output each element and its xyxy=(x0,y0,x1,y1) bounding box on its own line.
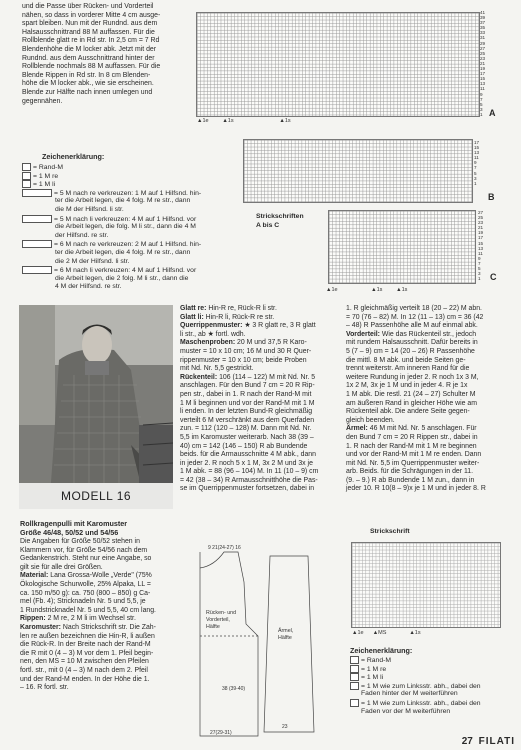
line-body: len re außen bezeichnen die Hin-R, li außen xyxy=(20,632,155,640)
line-body: mit Nd. Nr. 5,5 im Querrippenmuster weiter- xyxy=(346,459,480,467)
text-line xyxy=(20,615,180,624)
line-body: muster = 10 x 10 cm; 16 M und 30 R Quer- xyxy=(180,347,312,355)
legend-bottom-title: Zeichenerklärung: xyxy=(350,646,413,655)
legend-entry xyxy=(22,197,273,205)
text-line xyxy=(346,357,506,366)
chart-a-label: A xyxy=(489,108,496,118)
line-body: 1x 2 M, 3x je 1 M und in jeder 4. R je 1x xyxy=(346,382,468,390)
legend-text: Faden vor der M weiterführen xyxy=(361,707,451,715)
column-right-text xyxy=(346,305,506,494)
legend-entry xyxy=(22,232,273,240)
line-body: und vor der Rand-M mit 1 M re enden. Dann xyxy=(346,451,482,459)
a-bis-c-label: A bis C xyxy=(256,222,280,229)
line-body: 1 Rundstricknadel Nr. 5 und 5,5, 40 cm lang. xyxy=(20,606,156,614)
section-lead: Glatt li: xyxy=(180,313,206,321)
line-body: mit Nd. Nr. 5,5 gestrickt. xyxy=(180,365,254,373)
legend-symbol-icon xyxy=(22,266,52,274)
line-body: mit rundem Halsausschnitt. Dafür bereits in xyxy=(346,339,478,347)
schematic-dim-top: 9 21(24-27) 16 xyxy=(208,545,241,551)
text-line xyxy=(20,684,180,693)
line-body: Gedankenstrich. Steht nur eine Angabe, so xyxy=(20,555,152,563)
text-line xyxy=(180,451,340,460)
legend-text: 4 M der Hilfsnd. re str. xyxy=(55,283,122,291)
text-line xyxy=(180,305,340,314)
text-line xyxy=(180,339,340,348)
intro-line: und die Passe über Rücken- und Vorderteil xyxy=(22,3,154,10)
schematic-dim-side: 38 (39-40) xyxy=(222,686,246,692)
legend-entry xyxy=(22,283,273,291)
legend-text: der Hilfsnd. re str. xyxy=(55,231,109,239)
legend-entry xyxy=(350,708,521,716)
line-body: und der Rand-M enden. In der Höhe die 1. xyxy=(20,675,150,683)
line-body: mel (Fb. 4); Stricknadeln Nr. 5 und 5,5, je xyxy=(20,598,146,606)
text-line xyxy=(180,391,340,400)
text-line xyxy=(180,348,340,357)
line-body: 5,5 im Karomuster weiterarb. Nach 38 (39 – xyxy=(180,433,314,441)
line-body: 20 M und 37,5 R Karo- xyxy=(237,339,307,347)
page-footer xyxy=(462,736,515,747)
section-lead: Vorderteil: xyxy=(346,330,382,338)
model-illustration xyxy=(19,305,173,509)
text-line xyxy=(346,443,506,452)
legend-text: = 6 M nach li verkreuzen: 4 M auf 1 Hilfsnd. vor xyxy=(54,266,197,274)
legend-entry xyxy=(22,206,273,214)
sleeve-label-2: Hälfte xyxy=(278,635,292,641)
legend-text: = 5 M nach re verkreuzen: 1 M auf 1 Hilfsnd. hin- xyxy=(54,189,202,197)
text-line xyxy=(346,477,506,486)
brand-logo: FILATI xyxy=(478,736,515,747)
text-line xyxy=(20,547,180,556)
model-heading: Rollkragenpulli mit Karomuster xyxy=(20,519,128,528)
legend-text: die 2 M der Hilfsnd. li str. xyxy=(55,257,130,265)
legend-text: ter die Arbeit legen, die 4 folg. M re str., dann xyxy=(55,197,191,205)
text-line xyxy=(346,391,506,400)
line-body: ★ 3 R glatt re, 3 R glatt xyxy=(244,322,316,330)
line-body: Rückenteil abk. Die andere Seite gegen- xyxy=(346,408,470,416)
text-line xyxy=(180,425,340,434)
text-line xyxy=(180,322,340,331)
legend-symbol-icon xyxy=(22,180,31,188)
legend-symbol-icon xyxy=(22,189,52,197)
line-body: pen str., dabei in 1. R nach der Rand-M mit xyxy=(180,390,312,398)
sleeve-dim-bottom: 23 xyxy=(282,724,288,730)
line-body: gleich beenden. xyxy=(346,416,395,424)
legend-text: = Rand-M xyxy=(361,656,392,664)
line-body: Lana Grossa-Wolle „Verde" (75% xyxy=(50,572,152,580)
legend-text: = 1 M wie zum Linksstr. abh., dabei den xyxy=(361,682,481,690)
legend-text: die M der Hilfsnd. li str. xyxy=(55,206,124,213)
schematic-dim-bottom: 27(29-31) xyxy=(210,730,232,736)
intro-line: Rollblende nochmals 88 M auffassen. Für die xyxy=(22,63,161,71)
section-lead: Rückenteil: xyxy=(180,373,220,381)
karo-chart-arrows: ▲1e ▲MS ▲1s xyxy=(352,630,421,636)
section-lead: Glatt re: xyxy=(180,305,209,312)
intro-line: Blende Rippen in Rd str. In 8 cm Blenden- xyxy=(22,71,151,79)
text-line xyxy=(20,555,180,564)
legend-symbol-icon xyxy=(350,656,359,664)
legend-entry xyxy=(22,223,273,231)
size-heading: Größe 46/48, 50/52 und 54/56 xyxy=(20,528,119,537)
section-lead: Karomuster: xyxy=(20,623,63,631)
line-body: 40) cm = 142 (146 – 150) R ab Bundende xyxy=(180,442,308,450)
line-body: gilt sie für alle drei Größen. xyxy=(20,563,103,571)
line-body: zun. = 112 (120 – 128) M. Dann mit Nd. Nr. xyxy=(180,425,312,433)
legend-text: = 1 M li xyxy=(33,180,56,188)
legend-text: Faden hinter der M weiterführen xyxy=(361,690,458,698)
text-line xyxy=(180,477,340,486)
line-body: 46 M mit Nd. Nr. 5 anschlagen. Für xyxy=(369,425,477,433)
legend-text: = 5 M nach li verkreuzen: 4 M auf 1 Hilfsnd. vor xyxy=(54,215,197,223)
intro-line: nähen, so dass in vorderer Mitte 4 cm ausge- xyxy=(22,11,161,19)
section-lead: Ärmel: xyxy=(346,425,370,433)
line-body: 2 M re, 2 M li im Wechsel str. xyxy=(47,615,136,623)
line-body: Hin-R re, Rück-R li str. xyxy=(208,305,277,312)
text-line xyxy=(346,425,506,434)
legend-symbol-icon xyxy=(350,673,359,681)
line-body: Wie das Rückenteil str., jedoch xyxy=(381,330,477,338)
sleeve-label-1: Ärmel, xyxy=(278,628,294,634)
line-body: jeder 10. R 10(8 – 9)x je 1 M und in jeder 8. R xyxy=(346,485,486,493)
text-line xyxy=(346,382,506,391)
text-line xyxy=(346,400,506,409)
text-line xyxy=(346,365,506,374)
legend-symbol-icon xyxy=(350,699,359,707)
section-lead: Material: xyxy=(20,572,51,580)
text-line xyxy=(20,667,180,676)
text-line xyxy=(346,314,506,323)
line-body: 106 (114 – 122) M mit Nd. Nr. 5 xyxy=(219,373,316,381)
legend-symbol-icon xyxy=(22,240,52,248)
line-body: Ökologische Schurwolle, 25% Alpaka, LL = xyxy=(20,580,151,588)
intro-line: Rollblende glatt re in Rd str. In 2,5 cm = 7 Rd xyxy=(22,37,160,45)
line-body: verteilt 6 M verschränkt aus dem Querfaden xyxy=(180,416,315,424)
line-body: 1 M abk. Die restl. 21 (24 – 27) Schulter M xyxy=(346,390,476,398)
text-line xyxy=(20,650,180,659)
line-body: weitere Rundung in jeder 2. R noch 1x 3 M, xyxy=(346,373,479,381)
chart-a-arrows: ▲1e ▲1s ▲1s xyxy=(197,118,291,124)
text-line xyxy=(180,365,340,374)
text-line xyxy=(180,400,340,409)
line-body: am äußeren Rand in gleicher Höhe wie am xyxy=(346,399,477,407)
back-label-2: Vorderteil, xyxy=(206,617,230,623)
line-body: 1. R nach der Rand-M mit 1 M re beginnen xyxy=(346,442,477,450)
line-body: beids. für die Armausschnitte 4 M abk., dann xyxy=(180,451,316,459)
legend-text: = 1 M li xyxy=(361,673,384,681)
line-body: rippenmuster = 10 x 10 cm; beide Proben xyxy=(180,356,307,364)
legend-text: ter die Arbeit legen, die 4 folg. M re str., dann xyxy=(55,249,191,256)
text-line xyxy=(20,676,180,685)
text-line xyxy=(346,460,506,469)
text-line xyxy=(180,382,340,391)
text-line xyxy=(180,314,340,323)
line-body: arb. Beids. für die Schrägungen in der 11. xyxy=(346,468,474,476)
text-line xyxy=(346,322,506,331)
text-line xyxy=(20,598,180,607)
intro-line: Rundnd. aus dem Ausschnittrand hinter der xyxy=(22,54,155,62)
chart-b-row-numbers: 17 15 13 11 9 7 5 3 1 xyxy=(474,140,480,186)
text-line xyxy=(20,658,180,667)
line-body: Hin-R li, Rück-R re str. xyxy=(205,313,275,321)
text-line xyxy=(20,590,180,599)
chart-b-label: B xyxy=(488,192,495,202)
text-line xyxy=(346,339,506,348)
line-body: = 42 (38 – 34) R Armausschnitthöhe die Pas- xyxy=(180,476,318,484)
line-body: ca. 150 m/50 g): ca. 750 (800 – 850) g Ca- xyxy=(20,589,151,597)
line-body: die Rück-R. In der Breite nach der Rand-M xyxy=(20,641,151,649)
line-body: – 16. R fortl. str. xyxy=(20,684,69,692)
text-line xyxy=(20,581,180,590)
intro-line: gegennähen. xyxy=(22,97,63,105)
intro-line: Blendenhöhe die M locker abk. Jetzt mit der xyxy=(22,45,157,53)
legend-text: die Arbeit legen, die 2 folg. M li str., dann die xyxy=(55,274,189,282)
text-line xyxy=(180,468,340,477)
model-photo xyxy=(19,305,173,509)
text-line xyxy=(20,572,180,581)
column-left-bottom-text xyxy=(20,538,180,693)
line-body: anschlagen. Für den Bund 7 cm = 20 R Rip- xyxy=(180,382,315,390)
line-body: (9. – 9.) R ab Bundende 1 M zun., dann in xyxy=(346,476,475,484)
chart-a-row-numbers: 41 39 37 35 33 31 29 27 25 23 21 19 17 15 13 11 9 7 5 3 1 xyxy=(480,10,486,117)
text-line xyxy=(20,607,180,616)
line-body: 1 M li beginnen und vor der Rand-M mit 1 M xyxy=(180,399,315,407)
intro-text xyxy=(22,3,194,106)
line-body: in jeder 2. R noch 5 x 1 M, 3x 2 M und 3x je xyxy=(180,459,313,467)
text-line xyxy=(20,538,180,547)
text-line xyxy=(180,331,340,340)
intro-line: höhe die M locker abk., wie sie erscheinen. xyxy=(22,80,154,88)
line-body: 1 M abk. = 88 (96 – 104) M. In 11 (10 – 9) cm xyxy=(180,468,319,476)
legend-symbol-icon xyxy=(22,163,31,171)
stitch-chart-karo xyxy=(351,542,501,628)
line-body: nen, den MS = 10 M zwischen den Pfeilen xyxy=(20,658,149,666)
text-line xyxy=(180,434,340,443)
text-line xyxy=(180,417,340,426)
line-body: Nach Strickschrift str. Die Zah- xyxy=(62,623,156,631)
column-middle-text xyxy=(180,305,340,494)
strickschriften-label: Strickschriften xyxy=(256,213,304,220)
legend-text: = 1 M re xyxy=(33,172,59,180)
legend-text: = 6 M nach re verkreuzen: 2 M auf 1 Hilfsnd. hin- xyxy=(54,241,202,249)
text-line xyxy=(180,443,340,452)
line-body: den Bund 7 cm = 20 R Rippen str., dabei in xyxy=(346,433,478,441)
legend-symbol-icon xyxy=(350,665,359,673)
line-body: se im Querrippenmuster fortsetzen, dabei in xyxy=(180,485,315,493)
stitch-chart-b xyxy=(243,139,473,203)
text-line xyxy=(346,331,506,340)
legend-entry xyxy=(22,249,273,257)
legend-symbol-icon xyxy=(350,682,359,690)
legend-entry xyxy=(22,258,273,266)
text-line xyxy=(346,485,506,494)
line-body: 5 (7 – 9) cm = 14 (20 – 26) R Passenhöhe xyxy=(346,347,475,355)
text-line xyxy=(346,434,506,443)
intro-line: spart bleiben. Nun mit der Rundnd. aus dem xyxy=(22,20,158,28)
line-body: Klammern vor, für Größe 54/56 nach dem xyxy=(20,546,148,554)
line-body: die mittl. 8 M abk. und beide Seiten ge- xyxy=(346,356,466,364)
line-body: = 70 (76 – 82) M. In 12 (11 – 13) cm = 36 (42 xyxy=(346,313,484,321)
section-lead: Querrippenmuster: xyxy=(180,322,245,330)
text-line xyxy=(20,633,180,642)
text-line xyxy=(346,451,506,460)
legend-text: = 1 M wie zum Linksstr. abh., dabei den xyxy=(361,699,481,707)
legend-entry xyxy=(22,275,273,283)
text-line xyxy=(180,357,340,366)
legend-entry xyxy=(350,690,521,698)
intro-line: Halsausschnittrand 88 M auffassen. Für die xyxy=(22,28,155,36)
text-line xyxy=(180,460,340,469)
legend-text: = 1 M re xyxy=(361,665,387,673)
model-label: MODELL 16 xyxy=(19,483,173,509)
line-body: die R mit 0 (4 – 3) M vor dem 1. Pfeil begin- xyxy=(20,649,154,657)
back-label-3: Hälfte xyxy=(206,624,220,630)
text-line xyxy=(346,468,506,477)
line-body: Die Angaben für Größe 50/52 stehen in xyxy=(20,538,140,545)
text-line xyxy=(180,485,340,494)
text-line xyxy=(20,564,180,573)
section-lead: Rippen: xyxy=(20,615,48,623)
chart-c-label: C xyxy=(490,272,497,282)
line-body: 1. R gleichmäßig verteilt 18 (20 – 22) M abn. xyxy=(346,305,482,312)
strickschrift-label: Strickschrift xyxy=(370,528,410,535)
legend-text: = Rand-M xyxy=(33,163,64,171)
pattern-schematic xyxy=(186,540,336,740)
line-body: li str., ab ★ fortl. wdh. xyxy=(180,330,246,338)
section-lead: Maschenproben: xyxy=(180,339,238,347)
text-line xyxy=(346,305,506,314)
line-body: – 48) R Passenhöhe alle M auf einmal abk. xyxy=(346,322,478,330)
back-label-1: Rücken- und xyxy=(206,610,237,616)
text-line xyxy=(180,408,340,417)
intro-line: Blende zur Hälfte nach innen umlegen und xyxy=(22,88,153,96)
legend-symbol-icon xyxy=(22,215,52,223)
line-body: fortl. str., mit 0 (4 – 3) M nach dem 2. Pfeil xyxy=(20,666,148,674)
chart-c-arrows: ▲1e ▲1s ▲1s xyxy=(326,287,408,293)
legend-text: die Arbeit legen, die folg. M li str., dann die 4 M xyxy=(55,223,196,231)
text-line xyxy=(346,348,506,357)
text-line xyxy=(346,408,506,417)
text-line xyxy=(346,374,506,383)
legend-symbol-icon xyxy=(22,172,31,180)
legend-top-title: Zeichenerklärung: xyxy=(42,152,105,161)
line-body: trennt weiterstr. Am inneren Rand für die xyxy=(346,365,470,373)
line-body: li enden. In der letzten Bund-R gleichmäßig xyxy=(180,408,313,416)
text-line xyxy=(20,624,180,633)
page-number: 27 xyxy=(461,736,473,747)
text-line xyxy=(180,374,340,383)
text-line xyxy=(20,641,180,650)
chart-c-row-numbers: 27 25 23 21 19 17 15 13 11 9 7 5 3 1 xyxy=(478,210,484,282)
stitch-chart-c xyxy=(328,210,476,284)
stitch-chart-a xyxy=(196,12,480,117)
